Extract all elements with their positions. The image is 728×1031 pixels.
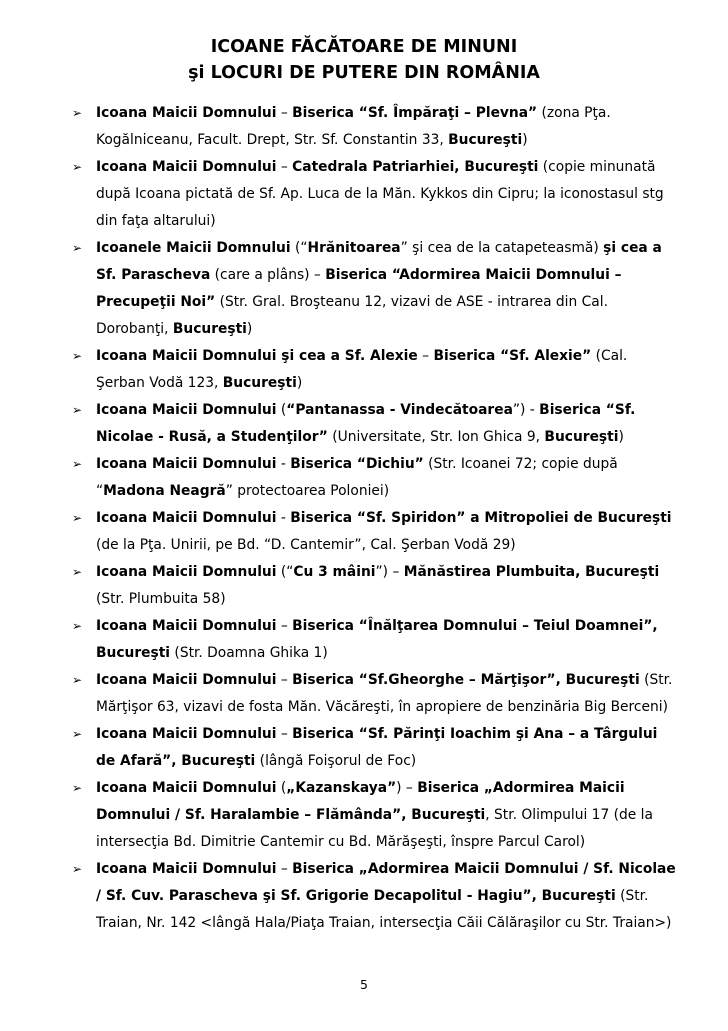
page-number: 5 [360,977,368,992]
item-text: ” protectoarea Poloniei) [225,483,390,499]
item-text: , Str. Olimpului 17 (de la intersecţia Bd. Dimitrie Cantemir cu Bd. Mărăşeşti, înspre Parcul Carol) [96,807,653,850]
bold-text: Biserica “Sf. Nicolae - Rusă, a Studenţilor” [96,402,636,445]
bold-text: Biserica “Sf. Părinţi Ioachim şi Ana – a Târgului de Afară”, Bucureşti [96,726,658,769]
list-item [0,154,680,235]
list-item [0,100,680,154]
item-text: (copie minunată după Icoana pictată de Sf. Ap. Luca de la Măn. Kykkos din Cipru; la iconostasul stg din faţa altarului) [96,159,664,229]
item-text: (de la Pţa. Unirii, pe Bd. “D. Cantemir”, Cal. Şerban Vodă 29) [96,537,516,553]
item-text: – [276,672,293,688]
item-text: (Cal. Şerban Vodă 123, [96,348,628,391]
bold-text: Icoana Maicii Domnului [96,510,277,526]
bold-text: Icoana Maicii Domnului [96,564,277,580]
bold-text: Bucureşti [544,429,619,445]
arrow-bullet-icon: ➢ [72,241,83,255]
item-text: (Str. Traian, Nr. 142 <lângă Hala/Piaţa Traian, intersecţia Căii Călăraşilor cu Str. Traian>) [96,888,672,931]
arrow-bullet-icon: ➢ [72,727,83,741]
item-text: (“ [290,240,308,256]
item-text: ( [276,780,287,796]
bold-text: Icoana Maicii Domnului [96,672,277,688]
item-text: (Str. Gral. Broşteanu 12, vizavi de ASE - intrarea din Cal. Dorobanţi, [96,294,608,337]
item-text: - [276,456,291,472]
arrow-bullet-icon: ➢ [72,349,83,363]
list-item [0,451,680,505]
item-text: – [276,159,293,175]
bold-text: Biserica „Adormirea Maicii Domnului / Sf. Nicolae / Sf. Cuv. Parascheva şi Sf. Grigorie Decapolitul - Hagiu”, Bucureşti [96,861,676,904]
bold-text: Bucureşti [448,132,523,148]
item-text: (Str. Icoanei 72; copie după “ [96,456,618,499]
bold-text: Bucureşti [172,321,247,337]
item-text: (Str. Plumbuita 58) [96,591,226,607]
bold-text: Icoana Maicii Domnului [96,726,277,742]
item-text: (care a plâns) – [210,267,326,283]
list-item [0,397,680,451]
item-text: (“ [276,564,294,580]
bold-text: „Kazanskaya” [286,780,397,796]
item-text: – [276,618,293,634]
item-text: ”) – [375,564,404,580]
bold-text: Mănăstirea Plumbuita, Bucureşti [403,564,660,580]
bold-text: Biserica “Înălţarea Domnului – Teiul Doamnei”, Bucureşti [96,618,658,661]
bold-text: Cu 3 mâini [293,564,376,580]
arrow-bullet-icon: ➢ [72,673,83,687]
item-text: (Universitate, Str. Ion Ghica 9, [327,429,545,445]
item-text: (Str. Mărţişor 63, vizavi de fosta Măn. Văcăreşti, în apropiere de benzinăria Big Berceni) [96,672,673,715]
bold-text: Icoana Maicii Domnului [96,456,277,472]
bold-text: Madona Neagră [103,483,226,499]
item-text: (lângă Foişorul de Foc) [255,753,417,769]
bold-text: Biserica “Adormirea Maicii Domnului – Precupeţii Noi” [96,267,622,310]
arrow-bullet-icon: ➢ [72,106,83,120]
arrow-bullet-icon: ➢ [72,781,83,795]
arrow-bullet-icon: ➢ [72,457,83,471]
bold-text: Bucureşti [222,375,297,391]
item-text: ( [276,402,287,418]
list-item [0,235,680,343]
bold-text: Icoana Maicii Domnului [96,402,277,418]
list-item [0,613,680,667]
bold-text: Catedrala Patriarhiei, Bucureşti [292,159,539,175]
item-text: – [276,726,293,742]
item-text: ) [618,429,624,445]
list-item [0,343,680,397]
bold-text: Biserica “Sf. Alexie” [433,348,592,364]
arrow-bullet-icon: ➢ [72,862,83,876]
bold-text: Icoanele Maicii Domnului [96,240,291,256]
bold-text: Icoana Maicii Domnului [96,618,277,634]
bold-text: Biserica “Sf. Spiridon” a Mitropoliei de Bucureşti [290,510,672,526]
item-text: – [276,861,293,877]
item-text: ”) - [512,402,540,418]
arrow-bullet-icon: ➢ [72,619,83,633]
bold-text: Biserica “Sf. Împăraţi – Plevna” [292,105,538,121]
bold-text: Icoana Maicii Domnului [96,105,277,121]
icon-list [0,100,728,937]
list-item [0,775,680,856]
item-text: ) – [396,780,418,796]
arrow-bullet-icon: ➢ [72,160,83,174]
list-item [0,559,680,613]
bold-text: Biserica „Adormirea Maicii Domnului / Sf. Haralambie – Flămânda”, Bucureşti [96,780,625,823]
item-text: – [417,348,434,364]
bold-text: Icoana Maicii Domnului [96,159,277,175]
arrow-bullet-icon: ➢ [72,565,83,579]
item-text: (Str. Doamna Ghika 1) [170,645,328,661]
list-item [0,721,680,775]
bold-text: Biserica “Sf.Gheorghe – Mărţişor”, Bucureşti [292,672,640,688]
arrow-bullet-icon: ➢ [72,403,83,417]
item-text: – [276,105,293,121]
arrow-bullet-icon: ➢ [72,511,83,525]
item-text: - [276,510,291,526]
bold-text: “Pantanassa - Vindecătoarea [286,402,513,418]
item-text: (zona Pţa. Kogălniceanu, Facult. Drept, Str. Sf. Constantin 33, [96,105,611,148]
bold-text: şi cea a Sf. Parascheva [96,240,662,283]
item-text: ) [296,375,303,391]
item-text: ) [522,132,528,148]
item-text: ) [246,321,253,337]
bold-text: Biserica “Dichiu” [290,456,424,472]
page-title-line2: şi LOCURI DE PUTERE DIN ROMÂNIA [188,63,540,83]
bold-text: Icoana Maicii Domnului [96,780,277,796]
bold-text: Hrănitoarea [307,240,401,256]
list-item [0,505,680,559]
bold-text: Icoana Maicii Domnului şi cea a Sf. Alexie [96,348,418,364]
page-title-line1: ICOANE FĂCĂTOARE DE MINUNI [210,37,518,57]
list-item [0,856,680,937]
item-text: ” şi cea de la catapeteasmă) [400,240,604,256]
bold-text: Icoana Maicii Domnului [96,861,277,877]
list-item [0,667,680,721]
